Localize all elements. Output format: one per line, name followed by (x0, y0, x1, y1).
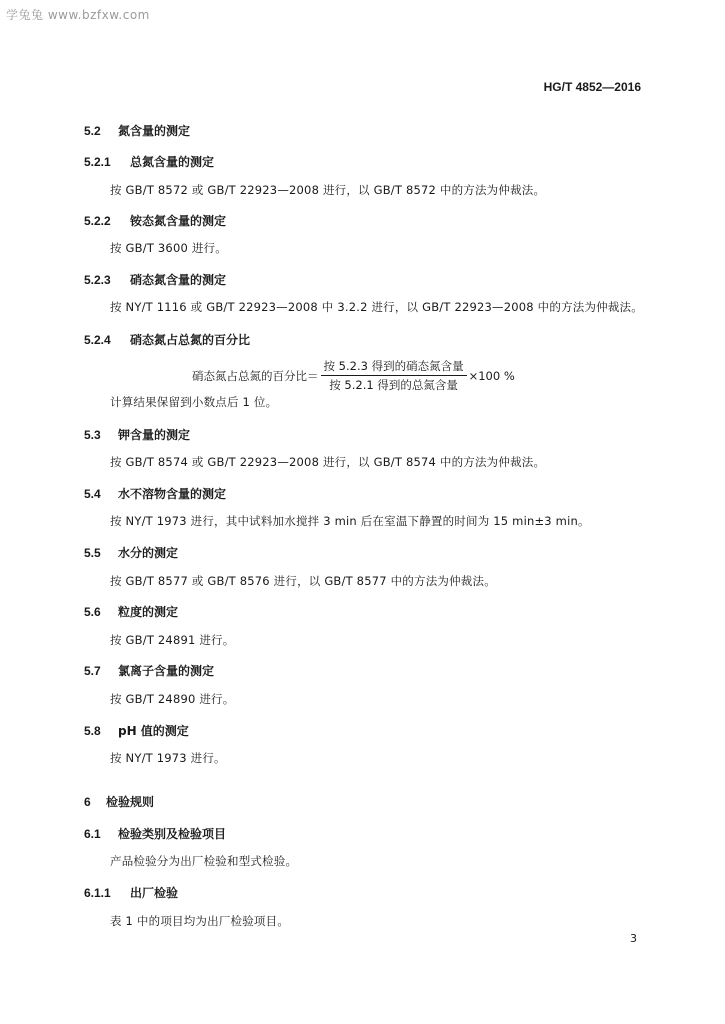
body-paragraph: 表 1 中的项目均为出厂检验项目。 (110, 914, 290, 928)
section-heading (84, 825, 226, 842)
section-heading (84, 485, 226, 502)
section-title: 检验规则 (106, 795, 155, 809)
page-number: 3 (630, 932, 637, 945)
section-heading (84, 271, 226, 288)
section-number: 5.2 (84, 124, 101, 138)
body-paragraph: 计算结果保留到小数点后 1 位。 (110, 395, 278, 409)
section-number: 5.4 (84, 487, 101, 501)
percentage-formula (192, 358, 515, 393)
body-paragraph: 按 GB/T 8574 或 GB/T 22923—2008 进行，以 GB/T 8574 中的方法为仲裁法。 (110, 455, 546, 469)
section-title: 总氮含量的测定 (130, 155, 215, 169)
section-heading (84, 153, 214, 170)
section-title: 检验类别及检验项目 (118, 827, 227, 841)
section-number: 5.8 (84, 724, 101, 738)
formula-rhs: ×100 % (468, 368, 515, 383)
section-title: 铵态氮含量的测定 (130, 214, 227, 228)
section-heading (84, 793, 154, 810)
section-heading (84, 603, 178, 620)
section-heading (84, 884, 178, 901)
body-paragraph: 按 GB/T 8577 或 GB/T 8576 进行，以 GB/T 8577 中的方法为仲裁法。 (110, 574, 496, 588)
body-paragraph: 按 NY/T 1973 进行，其中试料加水搅拌 3 min 后在室温下静置的时间为 15 min±3 min。 (110, 514, 590, 528)
section-number: 6.1 (84, 827, 101, 841)
section-title: pH 值的测定 (118, 724, 189, 738)
section-title: 钾含量的测定 (118, 428, 191, 442)
section-number: 5.2.4 (84, 333, 111, 347)
body-paragraph: 产品检验分为出厂检验和型式检验。 (110, 854, 298, 868)
section-heading (84, 426, 190, 443)
body-paragraph: 按 NY/T 1973 进行。 (110, 751, 226, 765)
section-heading (84, 212, 226, 229)
formula-denominator: 按 5.2.1 得到的总氮含量 (329, 378, 458, 392)
section-title: 氯离子含量的测定 (118, 664, 215, 678)
section-number: 5.6 (84, 605, 101, 619)
standard-code: HG/T 4852—2016 (543, 80, 641, 94)
formula-numerator: 按 5.2.3 得到的硝态氮含量 (321, 358, 467, 376)
section-heading (84, 122, 190, 139)
section-number: 5.7 (84, 664, 101, 678)
section-title: 硝态氮含量的测定 (130, 273, 227, 287)
section-heading (84, 331, 250, 348)
formula-lhs: 硝态氮占总氮的百分比＝ (192, 368, 319, 383)
body-paragraph: 按 GB/T 24891 进行。 (110, 633, 235, 647)
section-number: 5.5 (84, 546, 101, 560)
section-title: 水分的测定 (118, 546, 179, 560)
section-number: 6.1.1 (84, 886, 111, 900)
section-number: 5.2.1 (84, 155, 111, 169)
body-paragraph: 按 GB/T 8572 或 GB/T 22923—2008 进行，以 GB/T 8572 中的方法为仲裁法。 (110, 183, 546, 197)
section-number: 5.2.3 (84, 273, 111, 287)
section-title: 氮含量的测定 (118, 124, 191, 138)
section-title: 粒度的测定 (118, 605, 179, 619)
section-title: 水不溶物含量的测定 (118, 487, 227, 501)
body-paragraph: 按 GB/T 24890 进行。 (110, 692, 235, 706)
formula-fraction (321, 358, 467, 393)
watermark: 学兔兔 www.bzfxw.com (6, 8, 150, 22)
section-heading (84, 722, 189, 739)
section-title: 出厂检验 (130, 886, 179, 900)
section-heading (84, 662, 214, 679)
section-number: 5.3 (84, 428, 101, 442)
section-number: 5.2.2 (84, 214, 111, 228)
body-paragraph: 按 GB/T 3600 进行。 (110, 241, 227, 255)
section-number: 6 (84, 795, 91, 809)
body-paragraph: 按 NY/T 1116 或 GB/T 22923—2008 中 3.2.2 进行，以 GB/T 22923—2008 中的方法为仲裁法。 (110, 300, 643, 314)
section-heading (84, 544, 178, 561)
section-title: 硝态氮占总氮的百分比 (130, 333, 251, 347)
